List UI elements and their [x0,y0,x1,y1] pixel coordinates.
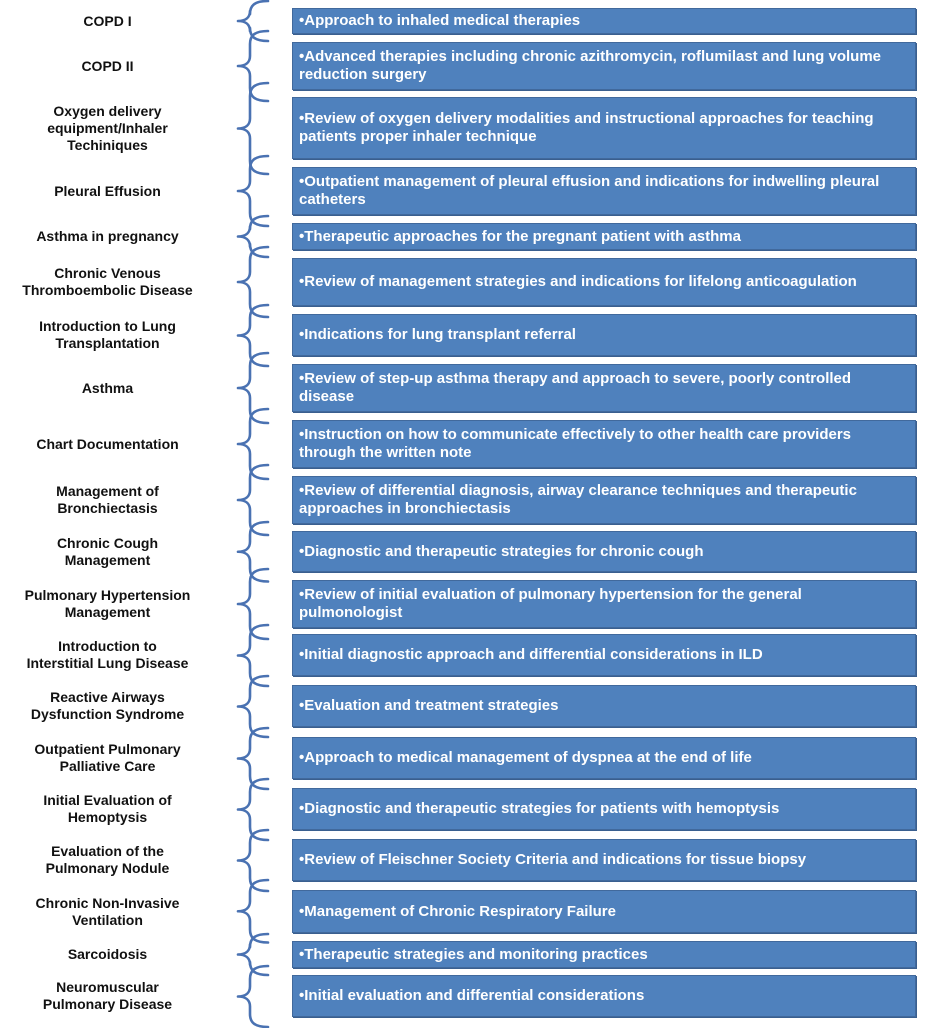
description-box [292,737,916,779]
description-box [292,941,916,968]
description-text: •Initial diagnostic approach and differential considerations in ILD [299,646,763,663]
description-text: •Evaluation and treatment strategies [299,697,559,714]
description-text: •Initial evaluation and differential considerations [299,987,645,1004]
topic-row [0,685,928,727]
brace-path [238,966,268,1027]
description-text: •Advanced therapies including chronic azithromycin, roflumilast and lung volume reduction surgery [299,48,882,83]
topic-row [0,941,928,968]
topic-label: Oxygen delivery equipment/Inhaler Techiniques [47,102,168,153]
topic-label: Reactive Airways Dysfunction Syndrome [30,689,185,722]
description-text: •Management of Chronic Respiratory Failure [299,902,616,920]
description-box [292,258,916,306]
topic-row [0,258,928,306]
topic-row [0,788,928,830]
description-text: •Diagnostic and therapeutic strategies for chronic cough [299,542,704,560]
topic-row [0,420,928,468]
description-text: •Diagnostic and therapeutic strategies for patients with hemoptysis [299,800,780,817]
description-box [292,580,916,628]
description-box [292,890,916,933]
topic-label: Evaluation of the Pulmonary Nodule [45,843,170,876]
description-box [292,975,916,1017]
topic-label: Chronic Venous Thromboembolic Disease [22,265,193,298]
topic-label: Chart Documentation [36,435,179,452]
topic-row [0,890,928,933]
topic-row [0,580,928,628]
topic-row [0,364,928,412]
description-text: •Review of step-up asthma therapy and approach to severe, poorly controlled disease [299,370,852,405]
topic-label: Pleural Effusion [54,182,161,199]
description-box [292,685,916,727]
topic-label: Sarcoidosis [67,946,148,962]
topic-row [0,634,928,676]
topic-label: Chronic Cough Management [56,534,159,568]
description-text: •Review of management strategies and indications for lifelong anticoagulation [299,273,857,290]
description-text: •Approach to medical management of dyspnea at the end of life [299,749,752,766]
description-text: •Outpatient management of pleural effusion and indications for indwelling pleural catheters [299,173,880,208]
description-box [292,634,916,676]
description-text: •Review of oxygen delivery modalities and instructional approaches for teaching patients proper inhaler technique [299,110,874,145]
description-text: •Approach to inhaled medical therapies [299,12,581,29]
topic-label: Neuromuscular Pulmonary Disease [42,979,173,1012]
topic-row [0,314,928,356]
description-text: •Review of Fleischner Society Criteria and indications for tissue biopsy [299,851,807,868]
topic-label: Introduction to Interstitial Lung Disease [26,638,189,671]
description-box [292,531,916,572]
topic-row [0,839,928,881]
topic-label: COPD II [81,57,134,74]
topic-label: Asthma [81,379,134,396]
description-text: •Therapeutic approaches for the pregnant patient with asthma [299,227,741,245]
description-box [292,167,916,215]
topic-label: Asthma in pregnancy [36,228,179,244]
topic-label: Management of Bronchiectasis [56,483,159,516]
topic-row [0,531,928,572]
topic-label: Introduction to Lung Transplantation [39,318,176,351]
topic-row [0,737,928,779]
description-text: •Instruction on how to communicate effectively to other health care providers through the written note [299,426,852,461]
topic-row [0,42,928,90]
topic-label: Outpatient Pulmonary Palliative Care [34,741,181,774]
topic-row [0,97,928,159]
description-box [292,42,916,90]
description-box [292,314,916,356]
topic-row [0,975,928,1017]
description-box [292,97,916,159]
description-text: •Therapeutic strategies and monitoring practices [299,945,648,963]
topic-row [0,167,928,215]
topic-row [0,476,928,524]
description-text: •Review of differential diagnosis, airway clearance techniques and therapeutic approaches in bronchiectasis [299,482,857,517]
description-box [292,223,916,250]
topic-label: Pulmonary Hypertension Management [24,587,191,620]
description-box [292,364,916,412]
topic-row [0,223,928,250]
description-box [292,420,916,468]
topic-label: Initial Evaluation of Hemoptysis [43,792,172,825]
brace-connector [220,965,270,1028]
description-box [292,788,916,830]
topic-row [0,8,928,34]
description-box [292,476,916,524]
description-box [292,8,916,34]
description-text: •Indications for lung transplant referral [299,326,576,343]
topic-label: Chronic Non-Invasive Ventilation [35,894,180,928]
topic-label: COPD I [83,12,132,29]
description-box [292,839,916,881]
description-text: •Review of initial evaluation of pulmonary hypertension for the general pulmonologist [299,586,802,621]
